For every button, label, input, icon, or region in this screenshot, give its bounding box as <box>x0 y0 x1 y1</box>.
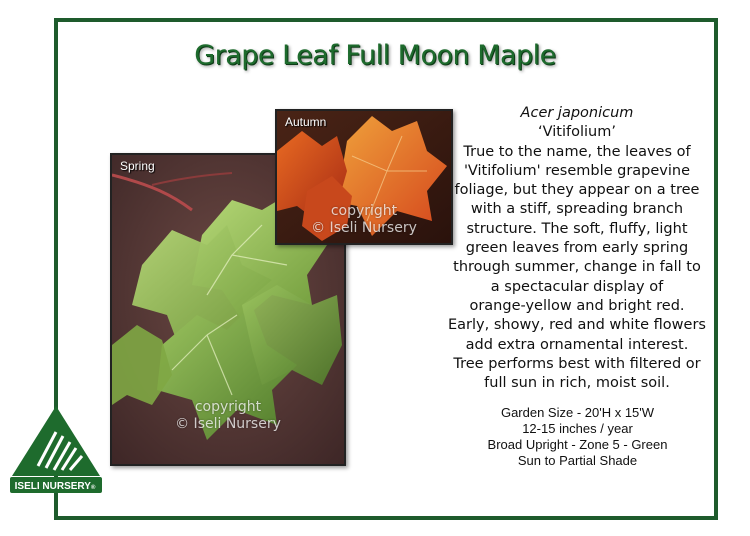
description-line: 'Vitifolium' resemble grapevine <box>463 162 691 179</box>
description-line: full sun in rich, moist soil. <box>484 375 670 392</box>
autumn-watermark-line2: © Iseli Nursery <box>311 220 417 236</box>
autumn-label: Autumn <box>285 115 327 129</box>
description-line: a spectacular display of <box>490 278 664 295</box>
description-line: foliage, but they appear on a tree <box>454 182 700 199</box>
form-zone: Broad Upright - Zone 5 - Green <box>487 437 668 452</box>
garden-size: Garden Size - 20'H x 15'W <box>500 405 655 420</box>
iseli-nursery-logo <box>8 404 104 494</box>
species-name: Acer japonicum <box>520 105 634 121</box>
description-line: through summer, change in fall to <box>453 259 701 276</box>
exposure: Sun to Partial Shade <box>517 453 638 468</box>
description-line: structure. The soft, fluffy, light <box>466 220 688 237</box>
plant-specs <box>456 405 699 469</box>
description-line: Early, showy, red and white flowers <box>448 317 706 334</box>
description-line: add extra ornamental interest. <box>465 336 689 353</box>
description-line: Tree performs best with filtered or <box>453 355 701 372</box>
spring-watermark-line2: © Iseli Nursery <box>175 416 281 432</box>
description-line: green leaves from early spring <box>465 240 689 257</box>
logo-text: ISELI NURSERY® <box>14 481 96 492</box>
spring-watermark <box>112 399 344 433</box>
description-line: orange-yellow and bright red. <box>469 297 685 314</box>
cultivar-name: ‘Vitifolium’ <box>538 124 616 141</box>
spring-watermark-line1: copyright <box>194 399 262 415</box>
description-line: True to the name, the leaves of <box>463 143 691 160</box>
description-line: with a stiff, spreading branch <box>470 201 684 218</box>
tree-logo-icon <box>8 404 104 494</box>
autumn-photo <box>275 109 453 245</box>
autumn-watermark <box>277 203 451 237</box>
autumn-watermark-line1: copyright <box>330 203 398 219</box>
plant-description <box>447 104 707 393</box>
growth-rate: 12-15 inches / year <box>522 421 633 436</box>
page-title: Grape Leaf Full Moon Maple <box>194 40 556 71</box>
spring-label: Spring <box>120 159 155 173</box>
